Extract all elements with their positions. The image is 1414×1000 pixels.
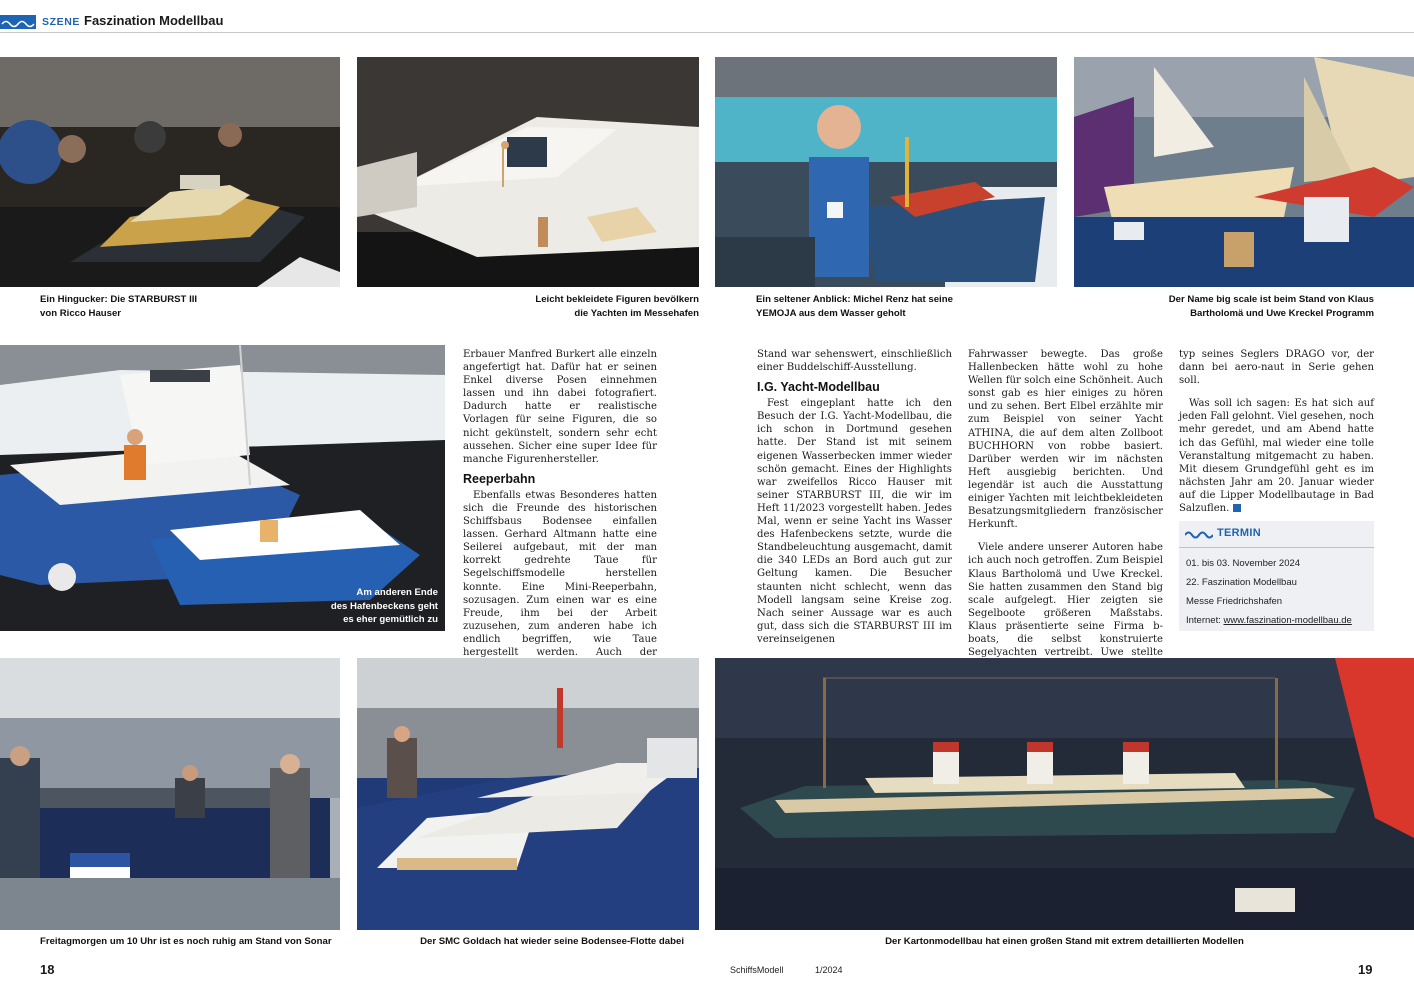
page-number-right: 19 (1358, 962, 1373, 977)
paragraph: Fahrwasser bewegte. Das große Hallenbecken hätte wohl zu hohe Wellen für solch eine Schönheit. Auch sonst gab es hier einiges zu hören und zu sehen. Bert Elbel erzählte mir zum Beispiel von seiner Yacht ATHINA, die auf dem alten Zollboot BUCHHORN von robbe basiert. Darüber werden wir im nächsten Heft ausgiebig berichten. Und legendär ist auch die Ausstattung einiger Yachten mit leichtbekleideten Besatzungsmitgliedern französischer Herkunft. (968, 349, 1163, 531)
wave-icon (1185, 529, 1213, 539)
page-header (0, 12, 1414, 33)
photo-michel-renz (715, 57, 1057, 287)
header-rule (0, 32, 1414, 33)
wave-logo-icon (0, 15, 36, 29)
paragraph: Ebenfalls etwas Besonderes hatten sich die Freunde des historischen Schiffsbaus Bodensee einfallen lassen. Gerhard Altmann hatte eine Seilerei aufgebaut, mit der man korrekt gedrehte Taue für Segelschiffsmodelle herstellen konnte. Eine Mini-Reeperbahn, sozusagen. Zum einen war es eine Freude, ihm bei der Arbeit zuzusehen, zum anderen habe ich endlich begriffen, wie Taue hergestellt werden. Auch der (463, 489, 657, 658)
caption-sonar: Freitagmorgen um 10 Uhr ist es noch ruhig am Stand von Sonar (40, 936, 332, 947)
paragraph: Fest eingeplant hatte ich den Besuch der I.G. Yacht-Modellbau, die ich schon in Dortmund gesehen hatte. Der Stand ist mit seinem eigenen Wasserbecken immer wieder schön gemacht. Eines der Highlights war zweifellos Ricco Hauser mit seiner STARBURST III, die wir im Heft 11/2023 vorgestellt haben. Jedes Mal, wenn er seine Yacht ins Wasser des Hafenbeckens setzte, wurde die Standbeleuchtung ausgemacht, damit die 340 LEDs an Bord auch gut zur Geltung kamen. Die Besucher staunten nicht schlecht, wenn das Modell langsam seine Kreise zog. Nach seiner Aussage war es auch gut, dass sich die STARBURST III im vereinseigenen (757, 398, 952, 645)
page-number-left: 18 (40, 962, 55, 977)
termin-web (1186, 615, 1352, 626)
page-title: Faszination Modellbau (84, 13, 224, 28)
paragraph: Erbauer Manfred Burkert alle einzeln angefertigt hat. Dafür hat er seinen Enkel diverse Posen einnehmen lassen und ihn dabei fotografiert. Dadurch hatte er realistische Vorlagen für seine Figuren, die so nicht gekünstelt, sondern sehr echt aussehen. Sicher eine super Idee für manche Figurenhersteller. (463, 349, 657, 465)
caption-karton: Der Kartonmodellbau hat einen großen Stand mit extrem detaillierten Modellen (885, 936, 1244, 947)
subheading-ig-yacht: I.G. Yacht-Modellbau (757, 380, 880, 395)
paragraph: Was soll ich sagen: Es hat sich auf jeden Fall gelohnt. Viel gesehen, noch mehr geredet, und am Abend hatte ich das Gefühl, mal wieder eine tolle Veranstaltung mitgemacht zu haben. Mit diesem Grundgefühl geht es im nächsten Jahr am 20. Januar wieder auf die Lipper Modellbautage in Bad Salzuflen. (1179, 398, 1374, 515)
subheading-reeperbahn: Reeperbahn (463, 471, 536, 486)
paragraph: typ seines Seglers DRAGO vor, der dann bei aero-naut in Serie gehen soll. (1179, 349, 1374, 387)
termin-venue: Messe Friedrichshafen (1186, 596, 1283, 607)
termin-box (1179, 521, 1374, 631)
photo-sonar-stand (0, 658, 340, 930)
termin-web-prefix: Internet: (1186, 615, 1224, 626)
caption-renz: Ein seltener Anblick: Michel Renz hat seine YEMOJA aus dem Wasser geholt (756, 294, 953, 319)
photo-big-scale (1074, 57, 1414, 287)
termin-web-link[interactable]: www.faszination-modellbau.de (1223, 615, 1352, 626)
photo-kartonmodell (715, 658, 1414, 930)
termin-label: TERMIN (1217, 527, 1261, 539)
footer-issue: 1/2024 (815, 965, 843, 975)
caption-figuren: Leicht bekleidete Figuren bevölkern die Yachten im Messehafen (535, 294, 699, 319)
paragraph: Viele andere unserer Autoren habe ich auch noch getroffen. Zum Beispiel Klaus Bartholomä und Uwe Kreckel. Sie hatten zusammen den Stand big scale aufgelegt. Hier zeigten sie Segelboote größeren Maßstabs. Klaus präsentierte seine Firma b-boats, die selbst konstruierte Segelyachten vertreibt. Uwe stellte (968, 542, 1163, 659)
footer-magazine: SchiffsModell (730, 965, 784, 975)
article-column-2 (757, 348, 952, 646)
article-column-4 (1179, 348, 1374, 515)
photo-starburst-yacht (0, 57, 340, 287)
caption-big-scale: Der Name big scale ist beim Stand von Klaus Bartholomä und Uwe Kreckel Programm (1168, 294, 1374, 319)
caption-starburst: Ein Hingucker: Die STARBURST III von Ricco Hauser (40, 294, 198, 319)
termin-date: 01. bis 03. November 2024 (1186, 558, 1301, 569)
termin-header (1179, 521, 1374, 548)
article-column-3 (968, 348, 1163, 672)
article-column-1 (463, 348, 657, 672)
caption-smc: Der SMC Goldach hat wieder seine Bodensee-Flotte dabei (420, 936, 684, 947)
termin-event: 22. Faszination Modellbau (1186, 577, 1297, 588)
paragraph: Stand war sehenswert, einschließlich einer Buddelschiff-Ausstellung. (757, 349, 952, 374)
caption-hafen: Am anderen Ende des Hafenbeckens geht es eher gemütlich zu (330, 587, 438, 625)
section-label: SZENE (42, 16, 81, 28)
end-mark-icon (1233, 504, 1241, 512)
photo-figuren-yacht (357, 57, 699, 287)
photo-smc-goldach (357, 658, 699, 930)
